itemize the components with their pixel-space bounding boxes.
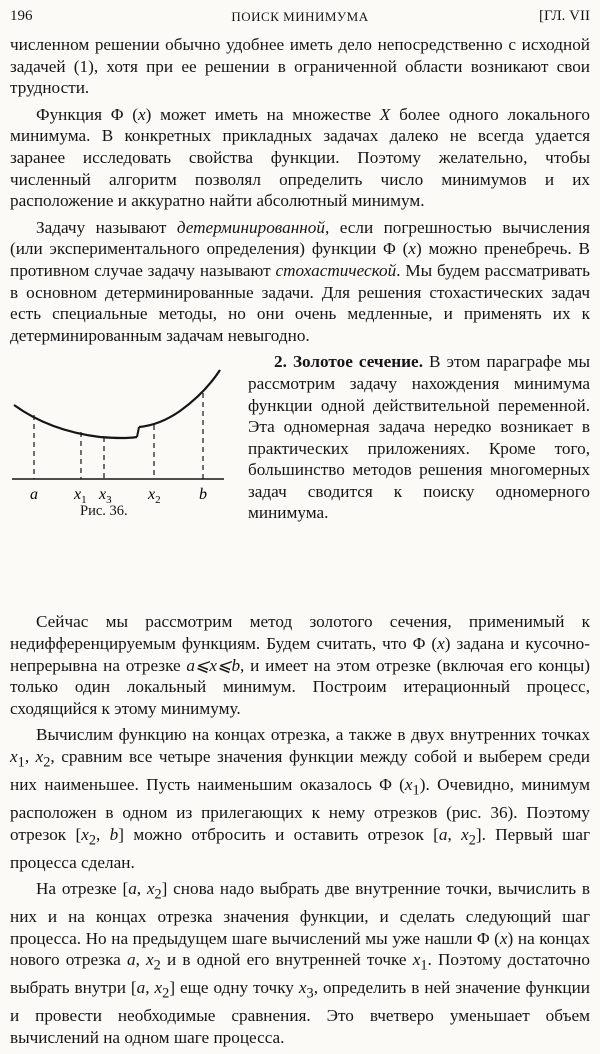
paragraph-deterministic: Задачу называют детерминированной, если погрешностью вычисления (или экспериментального определения) функции Φ (x) можно пренебречь. В противном случае задачу называют стохастической. Мы будем рассматривать в основном детерминированные задачи. Для решения стохастических задач есть специальные методы, но они очень медленные, и применять их к детерминированным задачам невыгодно. bbox=[10, 217, 591, 345]
label-x1: $x_1$ bbox=[74, 486, 87, 507]
paragraph-first-step: Вычислим функцию на концах отрезка, а также в двух внутренних точках $x_1$, $x_2$, сравним все четыре значения функции между собой и выберем среди них наименьшее. Пусть наименьшим оказалось Φ $(x_1)$. Очевидно, минимум расположен в одном из прилегающих к нему отрезков (рис. 36). Поэтому отрезок [$x_2$, b] можно отбросить и оставить отрезок [a, $x_2$]. Первый шаг процесса сделан. bbox=[10, 725, 591, 872]
page-number: 196 bbox=[10, 8, 33, 24]
paragraph-method: Сейчас мы рассмотрим метод золотого сечения, применимый к недифференцируемым функциям. Будем считать, что Φ (x) задана и кусочно-непрерывна на отрезке a⩽x⩽b, и имеет на этом отрезке (включая его концы) только один локальный минимум. Построим итерационный процесс, сходящийся к этому минимуму. bbox=[10, 612, 590, 718]
curve-jump bbox=[137, 427, 139, 437]
label-x3: $x_3$ bbox=[99, 486, 112, 507]
curve-left-branch bbox=[14, 405, 137, 438]
running-header bbox=[10, 8, 590, 32]
paragraph-local-minima: Функция Φ (x) может иметь на множестве X более одного локального минимума. В конкретных прикладных задачах далеко не всегда удается заранее исследовать свойства функции. Поэтому желательно, чтобы численный алгоритм позволял определить число минимумов и их расположение и аккуратно найти абсолютный минимум. bbox=[10, 104, 590, 211]
chapter-label: [ГЛ. VII bbox=[538, 8, 590, 24]
figure-caption: Рис. 36. bbox=[80, 503, 128, 520]
label-b: b bbox=[199, 486, 207, 504]
curve-right-branch bbox=[139, 370, 220, 427]
section-heading: 2. Золотое сечение. bbox=[274, 352, 423, 372]
label-x2: $x_2$ bbox=[148, 486, 161, 507]
body-text bbox=[10, 34, 590, 1054]
running-title: ПОИСК МИНИМУМА bbox=[231, 9, 369, 24]
label-a: a bbox=[30, 486, 38, 504]
paragraph-golden-section: 2. Золотое сечение. В этом параграфе мы рассмотрим задачу нахождения минимума функции одной действительной переменной. Эта одномерная задача нередко возникает в практических приложениях. Кроме того, большинство методов решения многомерных задач сводится к поиску одномерного минимума. bbox=[248, 352, 591, 523]
figure-36-plot bbox=[10, 353, 238, 523]
paragraph-continuation: численном решении обычно удобнее иметь дело непосредственно с исходной задачей (1), хотя при ее решении в ограниченной области возникают свои трудности. bbox=[10, 35, 590, 98]
paragraph-next-step: На отрезке [a, $x_2$] снова надо выбрать две внутренние точки, вычислить в них и на концах отрезка значения функции, и сделать следующий шаг процесса. Но на предыдущем шаге вычислений мы уже нашли Φ (x) на концах нового отрезка a, $x_2$ и в одной его внутренней точке $x_1$. Поэтому достаточно выбрать внутри [a, $x_2$] еще одну точку $x_3$, определить в ней значение функции и провести необходимые сравнения. Это вчетверо уменьшает объем вычислений на одном шаге процесса. bbox=[10, 879, 591, 1048]
figure-36 bbox=[10, 353, 238, 611]
